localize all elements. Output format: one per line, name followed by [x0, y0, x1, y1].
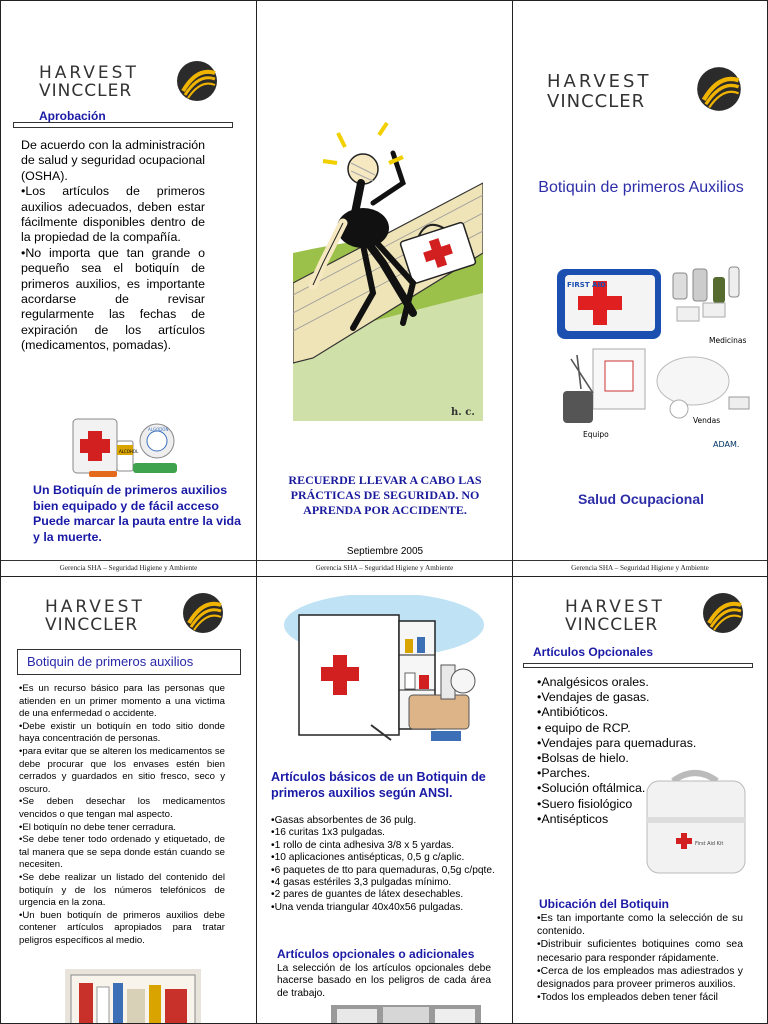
section-heading: Artículos opcionales o adicionales [277, 947, 475, 961]
supplies-photo [331, 1005, 481, 1024]
list-item: •Es tan importante como la selección de su contenido. [537, 913, 743, 938]
logo-line2: VINCCLER [547, 91, 646, 112]
list-item: •Antisépticos [537, 811, 609, 826]
list-item: •10 aplicaciones antisépticas, 0,5 g c/aplic. [271, 852, 465, 864]
harvest-vinccler-logo [45, 591, 225, 643]
paragraph: •Los artículos de primeros auxilios adecuados, deben estar fácilmente disponibles dentro de la propiedad de la compañía. [21, 184, 205, 245]
list-item: •Todos los empleados deben tener fácil [537, 992, 718, 1004]
kit-label-text: First Aid Kit [695, 841, 724, 847]
list-item: •Se debe tener todo ordenado y etiquetado, de tal manera que se sepa donde están cuando se necesiten. [19, 834, 225, 871]
basic-items-list [271, 815, 501, 914]
kit-label-text: FIRST AID [567, 281, 606, 289]
heading-rule [523, 663, 753, 668]
section-heading: Artículos Opcionales [533, 645, 654, 659]
cover-subtitle: Salud Ocupacional [577, 491, 705, 507]
list-item: •Solución oftálmica. [537, 781, 646, 796]
paragraph: •No importa que tan grande o pequeño sea el botiquín de primeros auxilios, es importante acordarse de revisar regularmente las fechas de expiración de los artículos (medicamentos, pomadas). [21, 245, 205, 353]
logo-line1: HARVEST [547, 71, 652, 92]
kit-label-text: ALCOHOL [119, 449, 139, 454]
list-item: •Vendajes de gasas. [537, 690, 650, 705]
medicine-cabinet-illustration [281, 595, 487, 755]
list-item: •Es un recurso básico para las personas que atienden en un primer momento a una victima de una enfermedad o accidente. [19, 683, 225, 720]
logo-line1: HARVEST [39, 63, 139, 83]
panel-cover-illustration [256, 0, 513, 577]
footer: Gerencia SHA – Seguridad Higiene y Ambiente [257, 560, 512, 576]
list-item: •Debe existir un botiquín en todo sitio donde haya concentración de personas. [19, 720, 225, 745]
list-item: •Suero fisiológico [537, 796, 633, 811]
list-item: •2 pares de guantes de látex desechables. [271, 889, 464, 901]
list-item: •El botiquín no debe tener cerradura. [19, 821, 176, 833]
kit-label-text: ALGODÓN [148, 427, 169, 432]
panel-articulos-opcionales [512, 576, 768, 1024]
section-heading: Aprobación [39, 109, 106, 123]
list-item: •Antibióticos. [537, 705, 609, 720]
list-item: •16 curitas 1x3 pulgadas. [271, 827, 386, 839]
logo-line1: HARVEST [45, 597, 145, 617]
list-item: •Distribuir suficientes botiquines como sea necesario para responder rápidamente. [537, 939, 743, 964]
cabinet-photo [65, 969, 201, 1024]
section-heading: Artículos básicos de un Botiquin de primeros auxilios según ANSI. [271, 770, 486, 800]
logo-line2: VINCCLER [39, 81, 133, 101]
harvest-vinccler-logo [547, 65, 743, 117]
logo-sun-icon [701, 591, 745, 635]
footer: Gerencia SHA – Seguridad Higiene y Ambiente [1, 560, 256, 576]
logo-sun-icon [175, 59, 219, 103]
logo-line2: VINCCLER [565, 615, 659, 635]
list-item: •Gasas absorbentes de 36 pulg. [271, 815, 417, 826]
panel-articulos-basicos [256, 576, 513, 1024]
list-item: •4 gasas estériles 3,3 pulgadas mínimo. [271, 877, 452, 889]
adam-logo-text: ADAM. [713, 440, 740, 449]
panel-cover [512, 0, 768, 577]
injured-worker-cartoon [293, 113, 483, 421]
list-item: •Bolsas de hielo. [537, 751, 629, 766]
image-label-text: Equipo [583, 430, 609, 439]
list-item: •Vendajes para quemaduras. [537, 735, 697, 750]
optional-intro: La selección de los artículos opcionales debe hacerse basado en los peligros de cada área de trabajo. [277, 963, 491, 999]
list-item: •Una venda triangular 40x40x56 pulgadas. [271, 901, 464, 913]
aprobacion-text [21, 138, 205, 354]
harvest-vinccler-logo [565, 591, 745, 643]
logo-line1: HARVEST [565, 597, 665, 617]
paragraph: De acuerdo con la administración de salud y seguridad ocupacional (OSHA). [21, 138, 205, 183]
logo-sun-icon [181, 591, 225, 635]
logo-line2: VINCCLER [45, 615, 139, 635]
footer: Gerencia SHA – Seguridad Higiene y Ambiente [513, 560, 767, 576]
list-item: •para evitar que se alteren los medicamentos se debe procurar que los envases estén bien cerrados y guardados en sitio fresco, seco y oscuro. [19, 745, 225, 795]
first-aid-supplies-image [69, 411, 179, 479]
first-aid-kit-photo [553, 263, 759, 453]
location-list [537, 912, 743, 1004]
cover-title: Botiquin de primeros Auxilios [538, 179, 744, 196]
list-item: •Analgésicos orales. [537, 675, 649, 689]
list-item: •Parches. [537, 766, 591, 781]
safety-slogan: RECUERDE LLEVAR A CABO LAS PRÁCTICAS DE SEGURIDAD. NO APRENDA POR ACCIDENTE. [288, 473, 482, 517]
list-item: •6 paquetes de tto para quemaduras, 0,5g c/pqte. [271, 864, 495, 876]
panel-aprobacion [0, 0, 257, 577]
white-first-aid-kit-image [643, 767, 749, 879]
list-item: •Se deben desechar los medicamentos vencidos o que tengan mal aspecto. [19, 796, 225, 820]
logo-sun-icon [695, 65, 743, 113]
list-item: •Se debe realizar un listado del contenido del botiquín y de los números telefónicos de urgencia en la zona. [19, 871, 225, 909]
list-item: •1 rollo de cinta adhesiva 3/8 x 5 yardas. [271, 839, 455, 851]
list-item: • equipo de RCP. [537, 720, 631, 735]
tagline: Un Botiquín de primeros auxilios bien equipado y de fácil acceso Puede marcar la pauta entre la vida y la muerte. [33, 483, 241, 544]
list-item: •Un buen botiquín de primeros auxilios debe contener artículos apropiados para tratar peligros específicos al medio. [19, 909, 225, 946]
harvest-vinccler-logo [39, 57, 219, 109]
panel-botiquin-info [0, 576, 257, 1024]
list-item: •Cerca de los empleados mas adiestrados y designados para proveer primeros auxilios. [537, 965, 743, 991]
heading-rule [13, 122, 233, 128]
image-label-text: Medicinas [709, 336, 747, 345]
section-heading: Botiquin de primeros auxilios [27, 654, 194, 669]
botiquin-list [19, 683, 225, 947]
image-label-text: Vendas [693, 416, 721, 425]
artist-signature: h. c. [451, 407, 475, 418]
date-label: Septiembre 2005 [346, 546, 424, 557]
section-heading: Ubicación del Botiquin [539, 897, 670, 911]
